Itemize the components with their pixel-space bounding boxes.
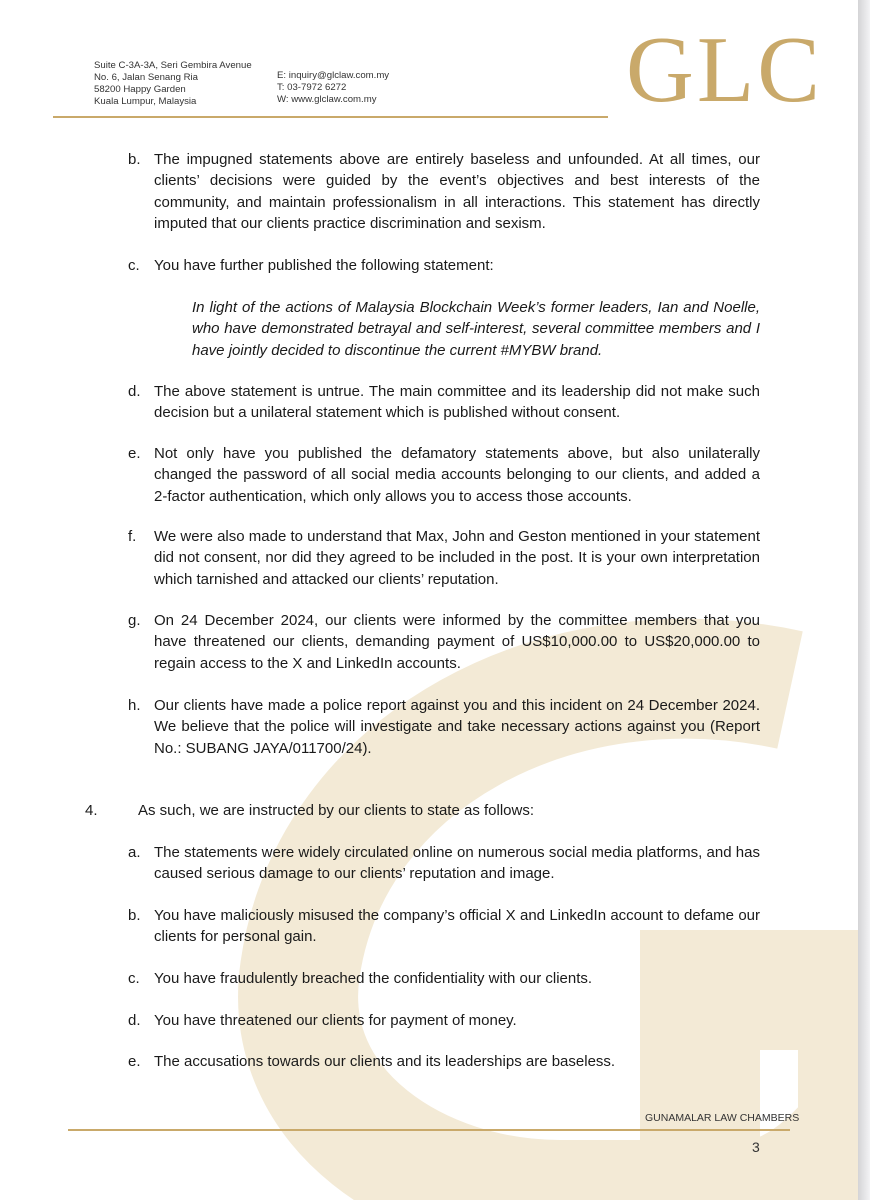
item-text: Not only have you published the defamatory statements above, but also unilaterally changed the password of all social media accounts belonging to our clients, and added a 2-factor authentication, which only allows you to access those accounts. (154, 445, 760, 505)
item-text: The statements were widely circulated online on numerous social media platforms, and has caused serious damage to our clients’ reputation and image. (154, 844, 760, 883)
address-line: Kuala Lumpur, Malaysia (94, 96, 197, 107)
item-text: The above statement is untrue. The main committee and its leadership did not make such decision but a unilateral statement which is published without consent. (154, 383, 760, 422)
item-label: f. (128, 528, 137, 545)
email-line: E: inquiry@glclaw.com.my (277, 70, 390, 81)
item-label: e. (128, 445, 141, 462)
header-rule (53, 116, 608, 118)
address-line: No. 6, Jalan Senang Ria (94, 72, 198, 83)
address-line: Suite C-3A-3A, Seri Gembira Avenue (94, 60, 252, 71)
glc-logo: GLC (626, 18, 823, 122)
item-text: You have threatened our clients for payment of money. (154, 1012, 517, 1029)
item-text: The impugned statements above are entirely baseless and unfounded. At all times, our clients’ decisions were guided by the event’s objectives and best interests of the community, and maintain professionalism in all interactions. This statement has directly imputed that our clients practice discrimination and sexism. (154, 151, 760, 232)
phone-line: T: 03-7972 6272 (277, 82, 347, 93)
website-line: W: www.glclaw.com.my (277, 94, 377, 105)
section-intro: As such, we are instructed by our clients to state as follows: (138, 802, 535, 819)
footer-firm-name: GUNAMALAR LAW CHAMBERS (645, 1112, 800, 1124)
item-label: d. (128, 1012, 141, 1029)
page-edge-shadow (858, 0, 870, 1200)
item-label: b. (128, 907, 141, 924)
item-text: On 24 December 2024, our clients were informed by the committee members that you have threatened our clients, demanding payment of US$10,000.00 to US$20,000.00 to regain access to the X and LinkedIn accounts. (154, 612, 760, 672)
firm-address (94, 60, 252, 108)
item-label: a. (128, 844, 141, 861)
item-label: c. (128, 970, 140, 987)
item-text: You have fraudulently breached the confidentiality with our clients. (154, 970, 593, 987)
firm-contact (277, 70, 389, 106)
section-number: 4. (85, 802, 98, 819)
item-label: b. (128, 151, 141, 168)
item-label: c. (128, 257, 140, 274)
item-text: We were also made to understand that Max, John and Geston mentioned in your statement did not consent, nor did they agreed to be included in the post. It is your own interpretation which tarnished and attacked our clients’ reputation. (154, 528, 760, 588)
quoted-statement: In light of the actions of Malaysia Blockchain Week’s former leaders, Ian and Noelle, who have demonstrated betrayal and self-interest, several committee members and I have jointly decided to discontinue the current #MYBW brand. (192, 299, 760, 359)
item-label: e. (128, 1053, 141, 1070)
item-label: h. (128, 697, 141, 714)
item-text: The accusations towards our clients and its leaderships are baseless. (154, 1053, 616, 1070)
item-text: You have further published the following statement: (154, 257, 494, 274)
item-text: Our clients have made a police report against you and this incident on 24 December 2024. We believe that the police will investigate and take necessary actions against you (Report No.: SUBANG JAYA/011700/24). (154, 697, 760, 757)
footer-rule (68, 1129, 790, 1131)
item-label: d. (128, 383, 141, 400)
address-line: 58200 Happy Garden (94, 84, 186, 95)
page-number: 3 (752, 1139, 760, 1155)
item-text: You have maliciously misused the company’s official X and LinkedIn account to defame our clients for personal gain. (154, 907, 760, 946)
item-label: g. (128, 612, 141, 629)
